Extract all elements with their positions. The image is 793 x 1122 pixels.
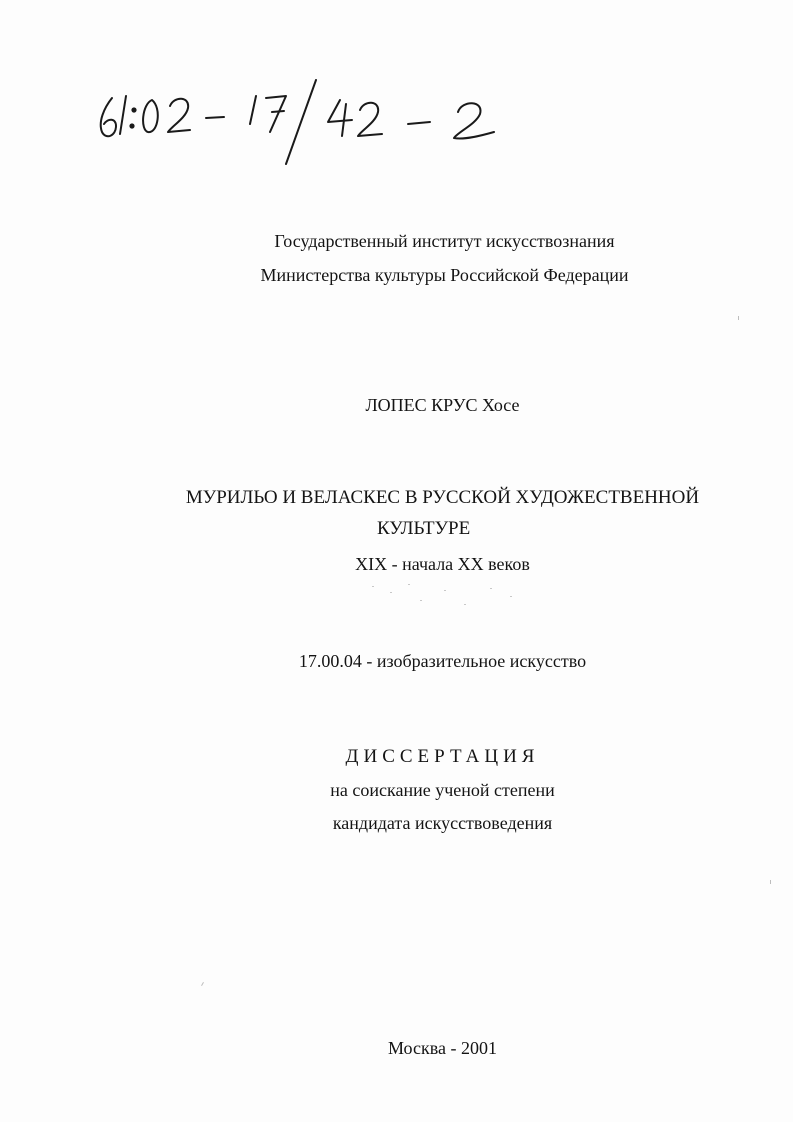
document-type: ДИССЕРТАЦИЯ [345, 746, 540, 767]
handwritten-code-drawing [90, 60, 530, 170]
scan-mark [201, 982, 204, 986]
institution-ministry: Министерства культуры Российской Федерации [260, 265, 629, 285]
scan-mark [770, 880, 771, 884]
thesis-title-line-1: МУРИЛЬО И ВЕЛАСКЕС В РУССКОЙ ХУДОЖЕСТВЕННОЙ [185, 487, 700, 508]
speciality-code: 17.00.04 - изобразительное искусство [298, 651, 587, 671]
degree-line-1: на соискание ученой степени [330, 780, 555, 800]
institution-name: Государственный институт искусствознания [274, 231, 615, 251]
author-name: ЛОПЕС КРУС Хосе [365, 395, 520, 415]
degree-line-2: кандидата искусствоведения [332, 813, 553, 833]
scan-mark [738, 316, 739, 320]
thesis-title-line-2: КУЛЬТУРЕ [377, 518, 471, 539]
city-and-year: Москва - 2001 [388, 1038, 497, 1058]
handwritten-archive-code [90, 60, 530, 170]
scan-speckles [360, 578, 540, 618]
thesis-title-period: XIX - начала XX веков [355, 554, 530, 574]
